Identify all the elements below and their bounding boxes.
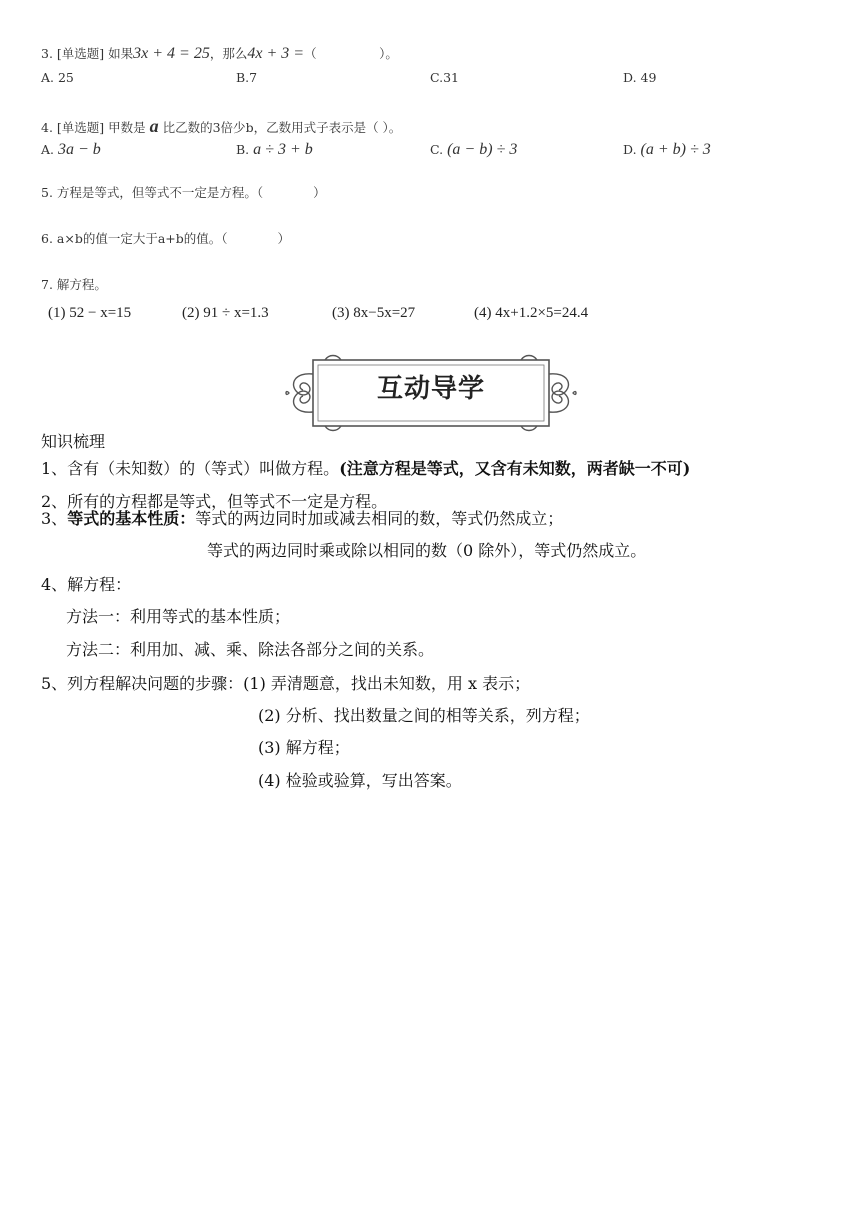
q4-option-b-letter: B. xyxy=(236,142,250,157)
knowledge-step-2: (2) 分析、找出数量之间的相等关系，列方程； xyxy=(258,706,590,725)
knowledge-heading: 知识梳理 xyxy=(41,432,106,451)
knowledge-point-1 xyxy=(41,461,690,477)
knowledge-point-5: 5、列方程解决问题的步骤：(1) 弄清题意，找出未知数，用 x 表示； xyxy=(41,674,531,693)
q4-option-d xyxy=(623,142,711,158)
q4-option-b-expr: a ÷ 3 + b xyxy=(253,141,313,158)
q7-stem: 7. 解方程。 xyxy=(41,277,107,292)
knowledge-point-1-note: (注意方程是等式，又含有未知数，两者缺一不可) xyxy=(339,459,691,478)
q3-option-b: B.7 xyxy=(236,70,258,85)
knowledge-step-4: (4) 检验或验算，写出答案。 xyxy=(258,771,462,790)
q4-option-a-letter: A. xyxy=(41,142,55,157)
q7-item-2: (2) 91 ÷ x=1.3 xyxy=(182,305,269,321)
knowledge-point-3-title: 等式的基本性质： xyxy=(67,509,196,528)
q4-option-d-expr: (a + b) ÷ 3 xyxy=(640,141,711,158)
q4-var-a: a xyxy=(149,116,159,136)
q4-option-a-expr: 3a − b xyxy=(58,141,101,158)
knowledge-point-3-text: 等式的两边同时加或减去相同的数，等式仍然成立； xyxy=(195,509,564,528)
q7-item-4: (4) 4x+1.2×5=24.4 xyxy=(474,305,589,321)
knowledge-point-3 xyxy=(41,511,563,527)
q4-option-d-letter: D. xyxy=(623,142,637,157)
knowledge-method-2: 方法二：利用加、减、乘、除法各部分之间的关系。 xyxy=(66,640,435,659)
q4-option-c-letter: C. xyxy=(430,142,444,157)
q3-expr2: 4x + 3 = xyxy=(247,45,305,62)
q3-option-d: D. 49 xyxy=(623,70,657,85)
knowledge-point-3-prefix: 3、 xyxy=(41,509,68,528)
knowledge-step-3: (3) 解方程； xyxy=(258,738,350,757)
q3-option-c: C.31 xyxy=(430,70,459,85)
q5-text: 5. 方程是等式，但等式不一定是方程。（ ） xyxy=(41,185,326,200)
knowledge-point-1-text: 1、含有（未知数）的（等式）叫做方程。 xyxy=(41,459,340,478)
q3-mid: ，那么 xyxy=(209,46,248,61)
banner-title: 互动导学 xyxy=(376,374,485,404)
knowledge-point-3-continued: 等式的两边同时乘或除以相同的数（0 除外），等式仍然成立。 xyxy=(207,541,647,560)
q4-stem xyxy=(41,117,401,135)
q4-stem-prefix: 4. [单选题] 甲数是 xyxy=(41,120,146,135)
knowledge-method-1: 方法一：利用等式的基本性质； xyxy=(66,607,291,626)
q3-expr1: 3x + 4 = 25 xyxy=(133,45,210,62)
q3-option-a: A. 25 xyxy=(41,70,74,85)
knowledge-point-2: 2、所有的方程都是等式，但等式不一定是方程。 xyxy=(41,492,388,511)
knowledge-point-4: 4、解方程： xyxy=(41,575,132,594)
q7-item-3: (3) 8x−5x=27 xyxy=(332,305,416,321)
q3-stem-prefix: 3. [单选题] 如果 xyxy=(41,46,134,61)
q4-option-b xyxy=(236,142,313,158)
q4-stem-suffix: 比乙数的3倍少b，乙数用式子表示是（ ）。 xyxy=(162,120,402,135)
q4-option-c-expr: (a − b) ÷ 3 xyxy=(447,141,518,158)
q6-text: 6. a×b的值一定大于a+b的值。（ ） xyxy=(41,231,291,246)
q7-item-1: (1) 52 − x=15 xyxy=(48,305,132,321)
q4-option-a xyxy=(41,142,101,158)
q3-suffix: （ ）。 xyxy=(304,46,398,61)
q4-option-c xyxy=(430,142,517,158)
q3-stem xyxy=(41,46,398,62)
